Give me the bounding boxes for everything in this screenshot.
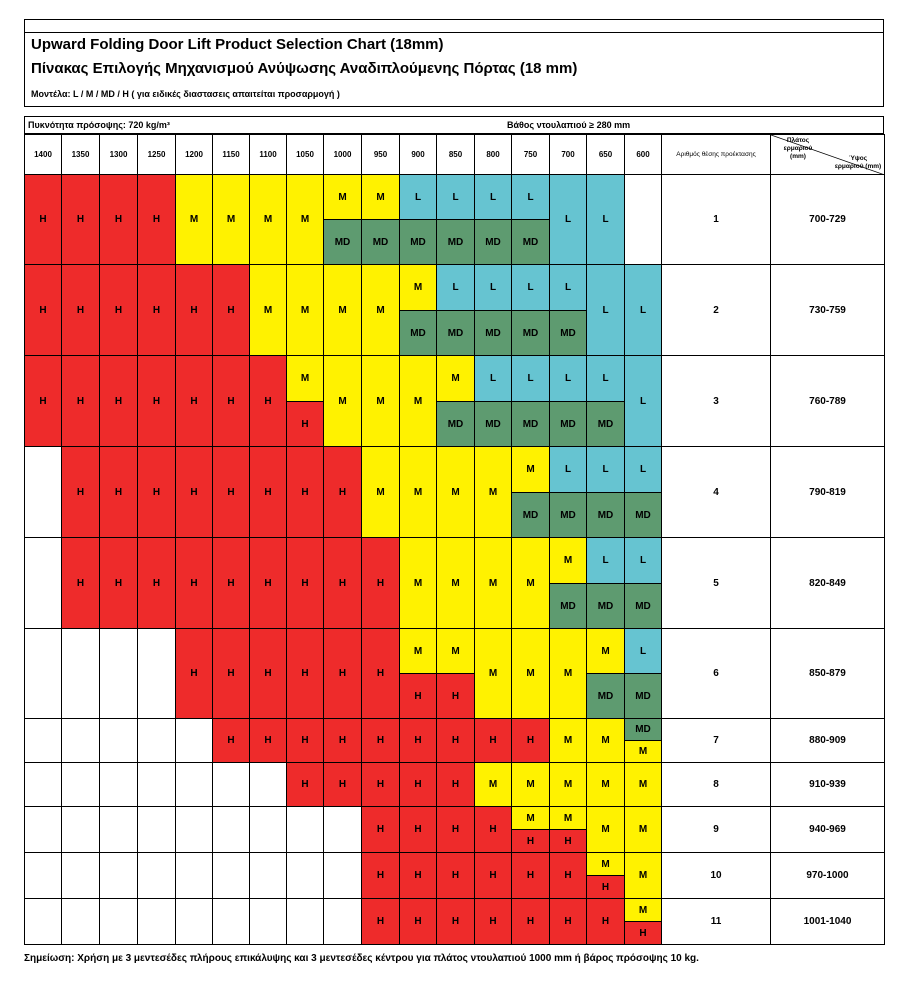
width-column-header: 900 — [399, 134, 437, 175]
model-cell: M — [511, 762, 550, 807]
model-cell: H — [474, 852, 512, 899]
model-cell: M — [549, 718, 587, 763]
model-cell — [61, 718, 100, 763]
model-cell: H — [249, 355, 287, 447]
height-range: 790-819 — [770, 446, 885, 538]
model-cell: M — [586, 718, 625, 763]
position-number: 4 — [661, 446, 771, 538]
model-cell — [286, 852, 324, 899]
position-number: 11 — [661, 898, 771, 945]
model-cell: H — [137, 174, 176, 265]
model-cell — [137, 898, 176, 945]
model-cell-upper: L — [549, 264, 587, 311]
model-cell: H — [99, 174, 138, 265]
model-cell: M — [323, 264, 362, 356]
model-cell-upper: L — [511, 355, 550, 402]
cabinet-width-label: Πλάτος ερμαριού (mm) — [783, 137, 813, 160]
model-cell: H — [61, 355, 100, 447]
height-range: 940-969 — [770, 806, 885, 853]
height-range: 850-879 — [770, 628, 885, 719]
model-cell: H — [249, 718, 287, 763]
model-cell: H — [249, 628, 287, 719]
model-cell — [249, 898, 287, 945]
model-cell: H — [24, 174, 62, 265]
model-cell-upper: M — [361, 174, 400, 220]
model-cell: H — [99, 264, 138, 356]
model-cell: L — [586, 264, 625, 356]
model-cell-upper: L — [436, 174, 475, 220]
model-cell: H — [99, 446, 138, 538]
model-cell: M — [286, 264, 324, 356]
model-cell-lower: MD — [549, 583, 587, 629]
model-cell: M — [624, 852, 662, 899]
model-cell: H — [323, 446, 362, 538]
model-cell-lower: MD — [361, 219, 400, 265]
model-cell-upper: M — [511, 446, 550, 493]
model-cell — [323, 898, 362, 945]
model-cell: H — [361, 537, 400, 629]
model-cell: H — [61, 264, 100, 356]
model-cell: H — [399, 898, 437, 945]
density-label: Πυκνότητα πρόσοψης: 720 kg/m³ — [28, 120, 170, 130]
models-line: Μοντέλα: L / M / MD / H ( για ειδικές διαστασεις απαιτείται προσαρμογή ) — [31, 89, 340, 99]
width-column-header: 850 — [436, 134, 475, 175]
model-cell — [24, 762, 62, 807]
model-cell: H — [549, 852, 587, 899]
position-number: 6 — [661, 628, 771, 719]
model-cell — [137, 628, 176, 719]
model-cell-lower: H — [549, 829, 587, 853]
model-cell-lower: MD — [323, 219, 362, 265]
model-cell-upper: L — [549, 355, 587, 402]
model-cell-lower: MD — [549, 310, 587, 356]
width-column-header: 1400 — [24, 134, 62, 175]
model-cell: H — [361, 628, 400, 719]
model-cell — [175, 762, 213, 807]
width-column-header: 1000 — [323, 134, 362, 175]
model-cell-lower: MD — [511, 401, 550, 447]
model-cell-lower: MD — [586, 673, 625, 719]
width-column-header: 800 — [474, 134, 512, 175]
title-english: Upward Folding Door Lift Product Selection Chart (18mm) — [31, 36, 444, 53]
height-range: 730-759 — [770, 264, 885, 356]
model-cell: M — [175, 174, 213, 265]
model-cell — [249, 852, 287, 899]
model-cell-lower: MD — [474, 310, 512, 356]
model-cell: H — [286, 718, 324, 763]
model-cell — [286, 898, 324, 945]
width-column-header: 600 — [624, 134, 662, 175]
model-cell-lower: MD — [586, 492, 625, 538]
model-cell-lower: H — [436, 673, 475, 719]
model-cell: M — [286, 174, 324, 265]
model-cell: L — [549, 174, 587, 265]
position-number: 3 — [661, 355, 771, 447]
width-column-header: 650 — [586, 134, 625, 175]
model-cell — [61, 762, 100, 807]
model-cell: M — [474, 628, 512, 719]
model-cell-lower: MD — [624, 492, 662, 538]
model-cell: H — [99, 537, 138, 629]
width-column-header: 1300 — [99, 134, 138, 175]
model-cell — [24, 806, 62, 853]
width-column-header: 950 — [361, 134, 400, 175]
model-cell-upper: L — [436, 264, 475, 311]
position-number: 10 — [661, 852, 771, 899]
width-column-header: 1050 — [286, 134, 324, 175]
model-cell: H — [361, 762, 400, 807]
model-cell: M — [361, 264, 400, 356]
model-cell: M — [399, 537, 437, 629]
position-number: 2 — [661, 264, 771, 356]
model-cell: H — [61, 537, 100, 629]
model-cell: H — [474, 898, 512, 945]
model-cell-lower: H — [286, 401, 324, 447]
model-cell: H — [361, 898, 400, 945]
model-cell: H — [286, 762, 324, 807]
model-cell-lower: MD — [511, 310, 550, 356]
model-cell: H — [436, 852, 475, 899]
model-cell: M — [399, 446, 437, 538]
model-cell-lower: MD — [474, 401, 512, 447]
model-cell-lower: H — [624, 921, 662, 945]
model-cell-upper: L — [474, 355, 512, 402]
model-cell — [175, 898, 213, 945]
model-cell-lower: H — [586, 875, 625, 899]
width-column-header: 1250 — [137, 134, 176, 175]
model-cell: M — [249, 264, 287, 356]
model-cell — [24, 718, 62, 763]
model-cell: H — [212, 537, 250, 629]
model-cell-upper: L — [399, 174, 437, 220]
model-cell-upper: L — [474, 174, 512, 220]
model-cell-lower: MD — [436, 401, 475, 447]
model-cell-upper: L — [474, 264, 512, 311]
model-cell: H — [399, 852, 437, 899]
model-cell-lower: MD — [586, 401, 625, 447]
model-cell: M — [361, 355, 400, 447]
model-cell-upper: M — [511, 806, 550, 830]
model-cell — [137, 718, 176, 763]
model-cell: H — [99, 355, 138, 447]
model-cell: M — [436, 446, 475, 538]
model-cell-lower: MD — [399, 310, 437, 356]
model-cell-upper: L — [624, 446, 662, 493]
model-cell — [286, 806, 324, 853]
model-cell-upper: M — [624, 898, 662, 922]
height-range: 1001-1040 — [770, 898, 885, 945]
model-cell: H — [137, 355, 176, 447]
model-cell — [24, 537, 62, 629]
model-cell — [24, 446, 62, 538]
model-cell: H — [249, 446, 287, 538]
position-number: 1 — [661, 174, 771, 265]
model-cell: H — [586, 898, 625, 945]
model-cell: H — [24, 264, 62, 356]
model-cell: H — [137, 537, 176, 629]
model-cell — [137, 852, 176, 899]
model-cell — [137, 806, 176, 853]
model-cell: H — [175, 537, 213, 629]
model-cell: H — [212, 264, 250, 356]
model-cell: H — [511, 718, 550, 763]
model-cell: M — [549, 628, 587, 719]
model-cell: M — [323, 355, 362, 447]
model-cell: H — [175, 264, 213, 356]
model-cell: M — [361, 446, 400, 538]
position-column-header: Αριθμός θέσης προέκτασης — [661, 134, 771, 175]
model-cell-upper: M — [586, 852, 625, 876]
model-cell-upper: L — [586, 537, 625, 584]
model-cell-upper: M — [399, 264, 437, 311]
model-cell-lower: MD — [399, 219, 437, 265]
model-cell-upper: L — [511, 264, 550, 311]
model-cell-lower: MD — [586, 583, 625, 629]
model-cell: H — [286, 446, 324, 538]
model-cell: H — [212, 355, 250, 447]
model-cell — [323, 806, 362, 853]
model-cell: M — [511, 628, 550, 719]
model-cell: M — [586, 806, 625, 853]
model-cell — [323, 852, 362, 899]
model-cell: H — [137, 264, 176, 356]
model-cell — [249, 806, 287, 853]
model-cell: H — [399, 762, 437, 807]
model-cell: H — [549, 898, 587, 945]
height-range: 820-849 — [770, 537, 885, 629]
model-cell: H — [212, 446, 250, 538]
dimension-header — [770, 134, 885, 175]
model-cell — [99, 806, 138, 853]
model-cell: H — [511, 898, 550, 945]
model-cell-lower: MD — [511, 492, 550, 538]
model-cell — [99, 718, 138, 763]
model-cell — [175, 852, 213, 899]
model-cell: H — [175, 628, 213, 719]
depth-label: Βάθος ντουλαπιού ≥ 280 mm — [507, 120, 631, 130]
cabinet-height-label: Ύψος ερμαριού (mm) — [834, 155, 882, 170]
model-cell: H — [323, 537, 362, 629]
model-cell-upper: MD — [624, 718, 662, 741]
model-cell: M — [474, 762, 512, 807]
width-column-header: 1100 — [249, 134, 287, 175]
model-cell-lower: MD — [624, 583, 662, 629]
model-cell: H — [137, 446, 176, 538]
model-cell — [61, 898, 100, 945]
model-cell: M — [624, 762, 662, 807]
model-cell: M — [399, 355, 437, 447]
model-cell — [212, 898, 250, 945]
model-cell-upper: M — [436, 628, 475, 674]
height-range: 910-939 — [770, 762, 885, 807]
model-cell — [24, 628, 62, 719]
model-cell: H — [436, 898, 475, 945]
model-cell — [137, 762, 176, 807]
model-cell: H — [436, 718, 475, 763]
model-cell — [175, 806, 213, 853]
width-column-header: 700 — [549, 134, 587, 175]
model-cell: H — [175, 446, 213, 538]
model-cell: H — [286, 628, 324, 719]
model-cell: H — [61, 174, 100, 265]
model-cell: M — [549, 762, 587, 807]
model-cell: H — [323, 718, 362, 763]
model-cell: H — [474, 806, 512, 853]
model-cell: H — [474, 718, 512, 763]
width-column-header: 1350 — [61, 134, 100, 175]
model-cell — [24, 852, 62, 899]
model-cell: M — [624, 806, 662, 853]
height-range: 970-1000 — [770, 852, 885, 899]
model-cell: H — [323, 762, 362, 807]
model-cell-lower: MD — [436, 219, 475, 265]
model-cell — [99, 628, 138, 719]
width-column-header: 1150 — [212, 134, 250, 175]
position-number: 7 — [661, 718, 771, 763]
model-cell: H — [399, 806, 437, 853]
model-cell: M — [436, 537, 475, 629]
model-cell: H — [249, 537, 287, 629]
model-cell — [212, 806, 250, 853]
model-cell-lower: MD — [436, 310, 475, 356]
model-cell-upper: M — [436, 355, 475, 402]
model-cell: M — [586, 762, 625, 807]
model-cell — [175, 718, 213, 763]
position-number: 5 — [661, 537, 771, 629]
model-cell: L — [586, 174, 625, 265]
model-cell-upper: L — [511, 174, 550, 220]
model-cell — [61, 852, 100, 899]
model-cell — [212, 762, 250, 807]
model-cell-lower: MD — [549, 401, 587, 447]
model-cell-upper: L — [624, 628, 662, 674]
model-cell-upper: M — [549, 537, 587, 584]
model-cell-lower: MD — [511, 219, 550, 265]
model-cell-upper: M — [286, 355, 324, 402]
model-cell: H — [212, 718, 250, 763]
position-number: 9 — [661, 806, 771, 853]
model-cell — [61, 806, 100, 853]
model-cell-lower: H — [511, 829, 550, 853]
model-cell — [61, 628, 100, 719]
width-column-header: 1200 — [175, 134, 213, 175]
model-cell: H — [511, 852, 550, 899]
model-cell-upper: L — [586, 446, 625, 493]
model-cell: H — [24, 355, 62, 447]
model-cell-upper: L — [586, 355, 625, 402]
position-number: 8 — [661, 762, 771, 807]
model-cell: H — [436, 806, 475, 853]
model-cell-lower: H — [399, 673, 437, 719]
model-cell: H — [61, 446, 100, 538]
model-cell: M — [249, 174, 287, 265]
model-cell — [24, 898, 62, 945]
title-greek: Πίνακας Επιλογής Μηχανισμού Ανύψωσης Αναδιπλούμενης Πόρτας (18 mm) — [31, 60, 578, 77]
model-cell: L — [624, 264, 662, 356]
model-cell: H — [323, 628, 362, 719]
model-cell: H — [286, 537, 324, 629]
model-cell-lower: MD — [549, 492, 587, 538]
model-cell: M — [474, 446, 512, 538]
footnote: Σημείωση: Χρήση με 3 μεντεσέδες πλήρους επικάλυψης και 3 μεντεσέδες κέντρου για πλάτος ντουλαπιού 1000 mm ή βάρος πρόσοψης 10 kg. — [24, 953, 699, 964]
model-cell — [212, 852, 250, 899]
model-cell: M — [511, 537, 550, 629]
model-cell: H — [212, 628, 250, 719]
model-cell-upper: L — [624, 537, 662, 584]
model-cell: L — [624, 355, 662, 447]
model-cell — [99, 762, 138, 807]
top-strip — [24, 19, 884, 33]
model-cell: M — [474, 537, 512, 629]
model-cell: H — [175, 355, 213, 447]
model-cell: H — [361, 718, 400, 763]
model-cell-upper: L — [549, 446, 587, 493]
model-cell-upper: M — [399, 628, 437, 674]
model-cell-lower: MD — [474, 219, 512, 265]
model-cell: H — [436, 762, 475, 807]
model-cell-upper: M — [549, 806, 587, 830]
model-cell: H — [361, 806, 400, 853]
height-range: 760-789 — [770, 355, 885, 447]
model-cell-upper: M — [323, 174, 362, 220]
model-cell: H — [361, 852, 400, 899]
model-cell: M — [212, 174, 250, 265]
model-cell-lower: MD — [624, 673, 662, 719]
width-column-header: 750 — [511, 134, 550, 175]
model-cell — [249, 762, 287, 807]
model-cell-upper: M — [586, 628, 625, 674]
height-range: 880-909 — [770, 718, 885, 763]
model-cell — [99, 852, 138, 899]
height-range: 700-729 — [770, 174, 885, 265]
model-cell — [624, 174, 662, 265]
model-cell — [99, 898, 138, 945]
model-cell-lower: M — [624, 740, 662, 763]
model-cell: H — [399, 718, 437, 763]
